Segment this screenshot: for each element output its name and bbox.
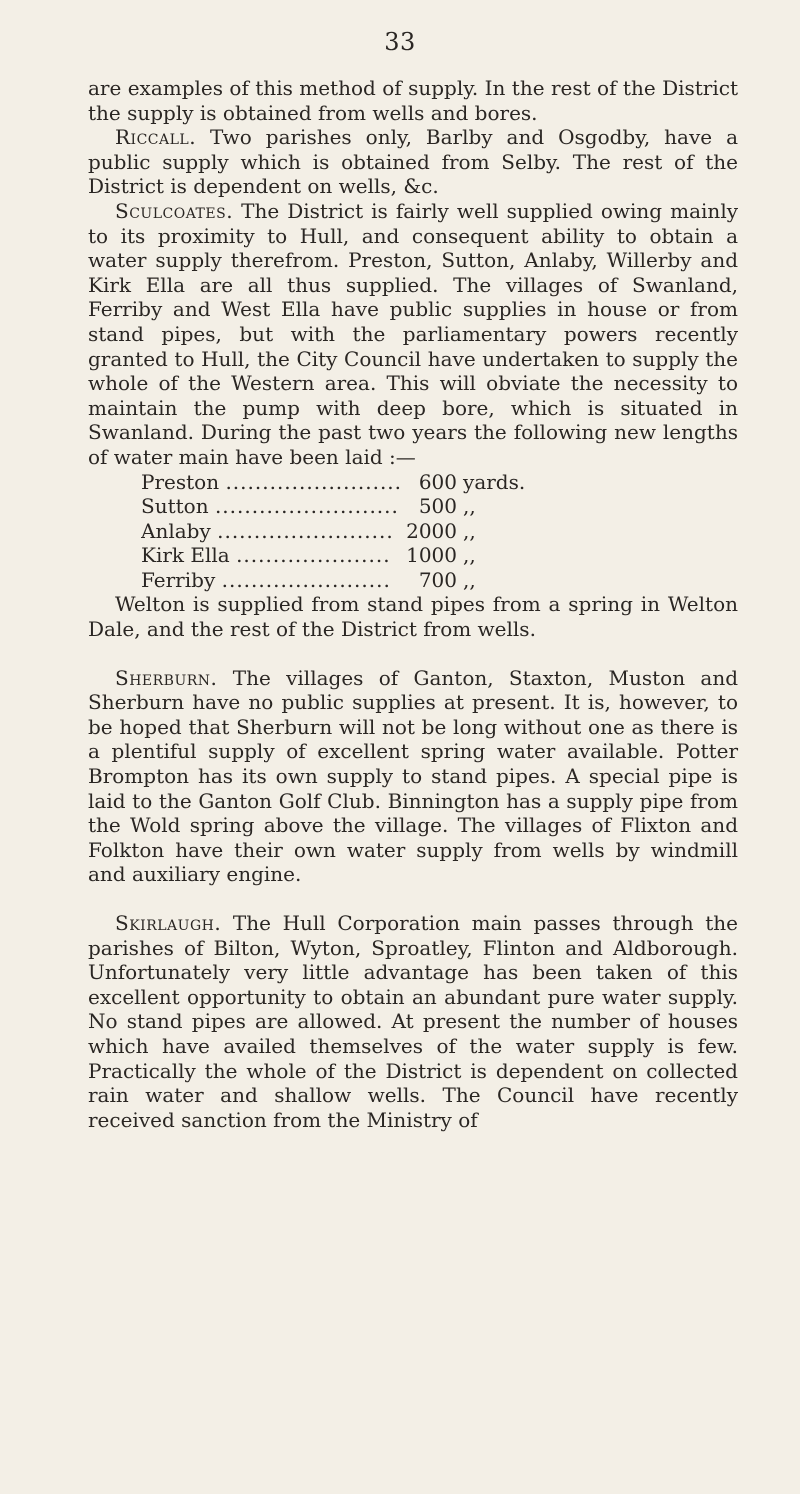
intro-paragraph: are examples of this method of supply. In the rest of the District the supply is obtained from wells and bores.: [88, 76, 738, 125]
page-number: 33: [384, 28, 416, 56]
place-name: Preston: [141, 469, 220, 494]
dot-leader: .....................: [236, 543, 391, 568]
skirlaugh-text: The Hull Corporation main passes through the parishes of Bilton, Wyton, Sproatley, Flinton and Aldborough. Unfortunately very little advantage has been taken of this excellent opportunity to obtain an abundant pure water supply. No stand pipes are allowed. At present the number of houses which have availed themselves of the water supply is few. Practically the whole of the District is dependent on collected rain water and shallow wells. The Council have recently received sanction from the Ministry of: [88, 911, 738, 1132]
riccall-text: Two parishes only, Barlby and Osgodby, have a public supply which is obtained from Selby. The rest of the District is dependent on wells, &c.: [88, 125, 738, 199]
length-value: 500: [418, 494, 458, 519]
place-name: Sutton: [141, 494, 209, 519]
place-name: Ferriby: [141, 567, 216, 592]
sculcoates-paragraph: [88, 199, 738, 470]
length-unit: ,,: [463, 543, 476, 568]
sherburn-paragraph: [88, 666, 738, 887]
table-row: [141, 519, 525, 544]
riccall-heading: Riccall.: [115, 125, 197, 150]
water-main-lengths-table: [141, 470, 525, 593]
skirlaugh-paragraph: [88, 911, 738, 1132]
table-row: [141, 568, 525, 593]
document-body: [88, 76, 738, 1132]
length-value: 700: [418, 567, 458, 592]
dot-leader: .........................: [214, 494, 399, 519]
length-value: 2000: [406, 518, 458, 543]
sherburn-heading: Sherburn.: [115, 665, 218, 690]
dot-leader: .......................: [221, 567, 391, 592]
riccall-paragraph: [88, 125, 738, 199]
sculcoates-text: The District is fairly well supplied owing mainly to its proximity to Hull, and consequent ability to obtain a water supply therefrom. Preston, Sutton, Anlaby, Willerby and Kirk Ella are all thus supplied. The villages of Swanland, Ferriby and West Ella have public supplies in house or from stand pipes, but with the parliamentary powers recently granted to Hull, the City Council have undertaken to supply the whole of the Western area. This will obviate the necessity to maintain the pump with deep bore, which is situated in Swanland. During the past two years the following new lengths of water main have been laid :—: [88, 198, 739, 469]
table-row: [141, 543, 525, 568]
sherburn-text: The villages of Ganton, Staxton, Muston and Sherburn have no public supplies at present. It is, however, to be hoped that Sherburn will not be long without one as there is a plentiful supply of excellent spring water available. Potter Brompton has its own supply to stand pipes. A special pipe is laid to the Ganton Golf Club. Binnington has a supply pipe from the Wold spring above the village. The villages of Flixton and Folkton have their own water supply from wells by windmill and auxiliary engine.: [88, 665, 738, 887]
dot-leader: ........................: [217, 518, 394, 543]
length-unit: yards.: [463, 469, 526, 494]
place-name: Anlaby: [141, 518, 211, 543]
skirlaugh-heading: Skirlaugh.: [115, 911, 222, 935]
length-unit: ,,: [463, 518, 476, 543]
sculcoates-heading: Sculcoates.: [115, 198, 234, 223]
place-name: Kirk Ella: [141, 543, 230, 568]
welton-paragraph: Welton is supplied from stand pipes from a spring in Welton Dale, and the rest of the District from wells.: [88, 592, 738, 642]
length-unit: ,,: [463, 494, 476, 519]
length-value: 600: [418, 469, 458, 494]
section-gap: [88, 887, 738, 911]
table-row: [141, 494, 525, 519]
length-value: 1000: [406, 543, 458, 568]
section-gap: [88, 642, 738, 666]
dot-leader: ........................: [225, 469, 403, 494]
table-row: [141, 470, 525, 495]
length-unit: ,,: [463, 567, 476, 592]
